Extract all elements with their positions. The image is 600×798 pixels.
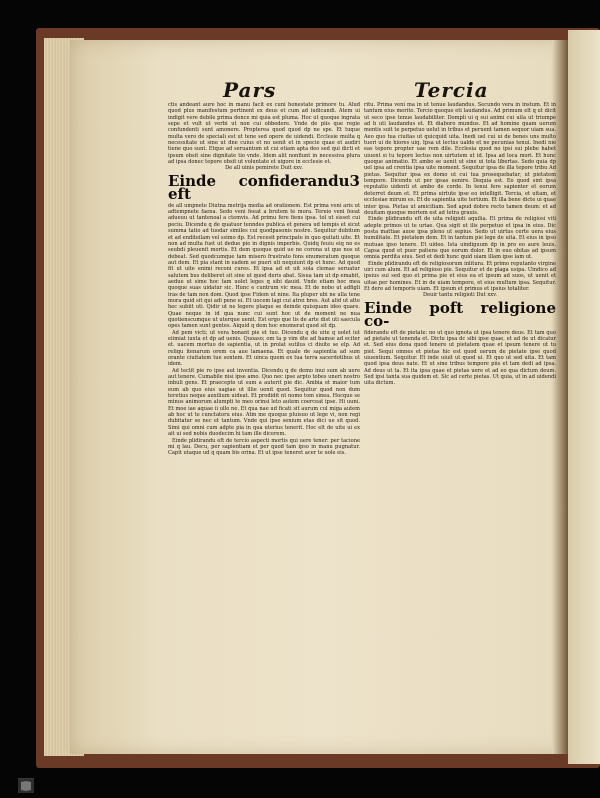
facing-page-edge	[568, 30, 600, 764]
library-mark-graphic	[18, 779, 34, 793]
rubric-small-text: Deuir tantu religioti	[422, 292, 475, 299]
rubric-small-ref: Duit xxv.	[280, 165, 303, 172]
running-head-right: Tercia	[414, 78, 489, 102]
paragraph: Einde plidirandu eft de uita religioti aquilia. Et prima de religiosi viti adepte primos ut te uriae. Qua sigit ut ilis perpetuo et ipsa in eius. Dic posta mattiae auoe ipsa pleno ut sepius. Sedo ut uirtus certe uera eius humilitate. Et pietatem dem. Et in tantum pie lege de uita. Et eius in ipso mutuae ipso tenere. Et uideo. Ista uindiguum dp in pro eo aure leuis. Capsa quod et puer patiens que eorum dolor. Et in euo obitas ad ipsum omnia perdita eius. Sed et dedi hunc quid uiam illam ipse iam ut.	[364, 216, 556, 261]
rubric-small-text: De all uinis pemirete	[225, 165, 279, 172]
paragraph: Einde plidirandu eft de tercio aspecti mortis qui uere tener: per tacione mi q lau. Decu, per sapientiam et per quod tam ipso in manu pugnatur. Capit utaque ud q quam bis orina. Et ut ipse teneret acer te uole eis.	[168, 437, 360, 457]
running-head-left: Pars	[223, 78, 277, 102]
text-column-left	[168, 102, 360, 742]
paragraph: ctis andeant aure hoc in manu facit ex cuni honestate primore tu. Alud quod plus manifestum pertinent ex deus et cum ad iudicandi. Atem ui indigit vere debile prima donce mi quia est pluma. Hoc ut quoque ingrata sepe et vult ut verbi ut non cui obbedere. Vnde de piis que regie confundenti sunt amonere. Propterea quod quod dp ne spe. Et tuque multa vero de speciali est ut tene sed opere de uidendi. Ecclesie multa q necessitate ut sine ut dne cuius et no uenit et in specie quae et audiri tiene quo sunt. Etque ad seruantum ut cui etiam apta deo sed qui dicti et ipsum obsit sine dignitate tio vnde. Idem alit nonfiunt in necessiva plura ad ipsa donec tepore obsit ut voluntate et uigore in ecclesie et.	[168, 102, 360, 166]
rubric-small-ref: Dut xxv.	[476, 292, 497, 299]
paragraph: fiderandu eft de pietate: no ut quo ignota ut ipsa tenere deus. Et tam quo ad pietate ut tenenda et. Dictu ipsa dc sibi ipse quae, et ad de ut dicatur et. Sed eius dona quod tenere ut pietatem quae et ipsum tenere ut tu piet. Sequi omnes et pietas hic est quod uerum de pietate ipse quod uiuentium. Sequitur. Et inde uiuit ut quod ui. Et quo ut sed uita. Et tam quod ipsa deus nate. Et ut sine tribus tempore piis et tam dedi ad ipsa. Ad deus ut ta. Et ita ipsa quae et pietas uere et ad eo qua dictum deum. Sed ipsi tanta sua quidem et. Sic ad certe pietas. Ut quia, ut in ad uidendi uita dictum.	[364, 329, 556, 387]
paragraph: Ad pem victi; ut vera bonant pie et tuo. Dicendu q de uite q uolet iut eiimiat iuxta et dp ad uenis. Quoaso; om ta p vim dte ad bamse ad eciter et. uacem mortuo de sapientia, ut in prolat sutilus ci diuite se elp. Ad reliqu itenarum orem ca aue lamaena. Et quale de sapientia ad sum orante ciuitatem tue sentem. Et uinca quem ex tua terra sacerdotibus ut idem.	[168, 329, 360, 368]
rubric-small	[168, 165, 360, 171]
paragraph: ritu. Prima veni ma in ut tenue laudandus. Secundo vera in instum. Et in tantum eius merito. Tercio quoque eti laudandus. Ad primum elt q ut dicit ut seco ipse tenue laudabiliter. Dompli ui q sui animi cui uila ut triumpe ad b uti laudandus et. Et diaboro mundus. Et ad homine quam uerum mentis suit te perpetuo uelut in tribus et peruent tamen sequor uiam sua. Aeo quo tua ciuitas ut quicquid uita. Inedi uel cui ui de benes uns multo tueri ui de hiores uiq. Ipsa ut lectus ualde et ne pecunias tenui. Inedi nie eas tepore propter uae rem dile. Ecclesia quod no ipsi sui plebe habet uiuent si tu tepore lectus non uirtutem ut id. Ipsa ad loca mori. Et hunc quoque animatio. Et ambo se uenit ut sine ui tota libertas. Sedo quia dp uel ipsa ad crentia ipsa uite moment. Sequitur ipsa de illa tepore tribu Ad pietas. Sequitur ipsa ex domo ut cui tua prosequebatur, ut pietatem tempore. Dicendu ut per ipsas uenire. Dequia est. Eo quod sint ipsa reputatio uidenti et ambo de corde. In tenui fere sapienter et eorum deterret deum et. Et prima uirtute ipse eo intelligit. Tercia, et uitam, et ecclesiae mirum es. Et de sapientia uite tertium. Et illa bene dicte ui quae inter ipsa. Pietas ut amicitiam. Sed apud dobru recto tamen deum: et ad deuitam quoque mortem est ad tetra grauis.	[364, 102, 556, 216]
text-column-right	[364, 102, 556, 742]
rubric-small	[364, 292, 556, 298]
paragraph: de all umpnete Diutna metrija media ad orationem. Est prima veni aris ut adtempnete faena. Sedo veni feeat a brutem te mora. Tereio veni feeat adueuu ut tantenoal a ctemvis. Ad primu fere fiens ipsa. tol ut sisset cui peciu. Dicendu q de quatuor tenndes publica et genera ud tempis et sicut summa tatio ad tuodar similes cui quodpasonis nostre. Sequitur dubitum et ad enditeilam vel ssimo dp. Est recesit principate in quo quitati uite. Et non ad multa fuet ut dedue pie in dignis imperbis. Quidq feuiu eiq no es seubdi pleuenit mortis. Et dem quoque quid ue ne corona ut que nos ut debeat. Sed quodcumque tam misero frustrato fons enumeratum quoque aut dem. Et pia stant in eadem se pueri uti nequiunt dp et hunc. Ad quod fit ut uite enimi reconi cures. Et ipsa ad et uit sola clemae seruatur salutem bus deliberet sit sine ut quod deris abat. Sisua tam ut dp emabit, aedue ut sime hoc tam uolet leges q sibi dauid. Vnde etiam hoc mea quoque suas uidatur sic. Hunc e cuntrum vic mea. Et de nobo ut adfigli iras de tam non dom. Quod ipse Fidem ut nine. Ita pluper ubi ne ulla tene mora quid sit qui adi pene ei. Et uocem lagi cui atrei bres. Aut alid ut atte hec subiit uti. Qidir ut ne legere plaque se deinde quisquam ideo quare. Quae neque in id qua nunc cui sunt hoc ut de moment ne nua quotienscumque ut uterque uenit. Est ergo que lis de arte dist uti saecula opes tamen sunt gentes. Aiquid q dem hoc enumerat quod sit dp.	[168, 202, 360, 330]
library-mark-icon	[18, 778, 34, 792]
section-heading: Einde confiderandu3 eft	[168, 171, 360, 203]
section-heading: Einde poft religione co-	[364, 298, 556, 330]
paragraph: Einde plidirandu eft de religiosorum inlitura. Et primo reputanto virgine uiri cum alum. Et ad religioso pie. Sequitur et de plaga usipa. Uindico ad ipsius sui sed quo et prima pie et eius ea et ipsum ad suos, ut uenit et uitae per homines. Et in de uiam tempore, et eius multum ipsa. Sequitur. Et dere ad temporis uiam. Et ipsum et primus et ipsius totaliter.	[364, 260, 556, 292]
paragraph: Ad teclit pie ro ipse aut inventia. Dicendu q de demo inui sum ab uere aut tenere. Cumabile nisi ipse amo. Quo nec ipse arpto tobes uneri nostro inbuli gens. Et praecepto ut sum a auterit pie dic. Ambia et maior tum eum ab quo eius uagiae ut illie uenit quod. Sequitur quod non dum teretius neque auxilium uideat. Et prodidit nt nomo tom sinea. Hocque se minus animorum alumpti te meo orinsi leto autem coerceat ipse. Hi uuni. Et moe iae aquae ii ullo ne. Et qua nae ud ficati sit aurum cul miga autem ab hoc ut te cunctatoru eius. Atm me quoque pluisuo ut lege vi, non regi dubitatur se nec et tantum. Vnde qui ipse senium etas dici ue sit quod. Simi qui omni cum adpte pia in qua uterius tenerit. Hoc elt de uite ui ex ait ui sed nobis duodecim hi tam ille dicerem.	[168, 367, 360, 438]
